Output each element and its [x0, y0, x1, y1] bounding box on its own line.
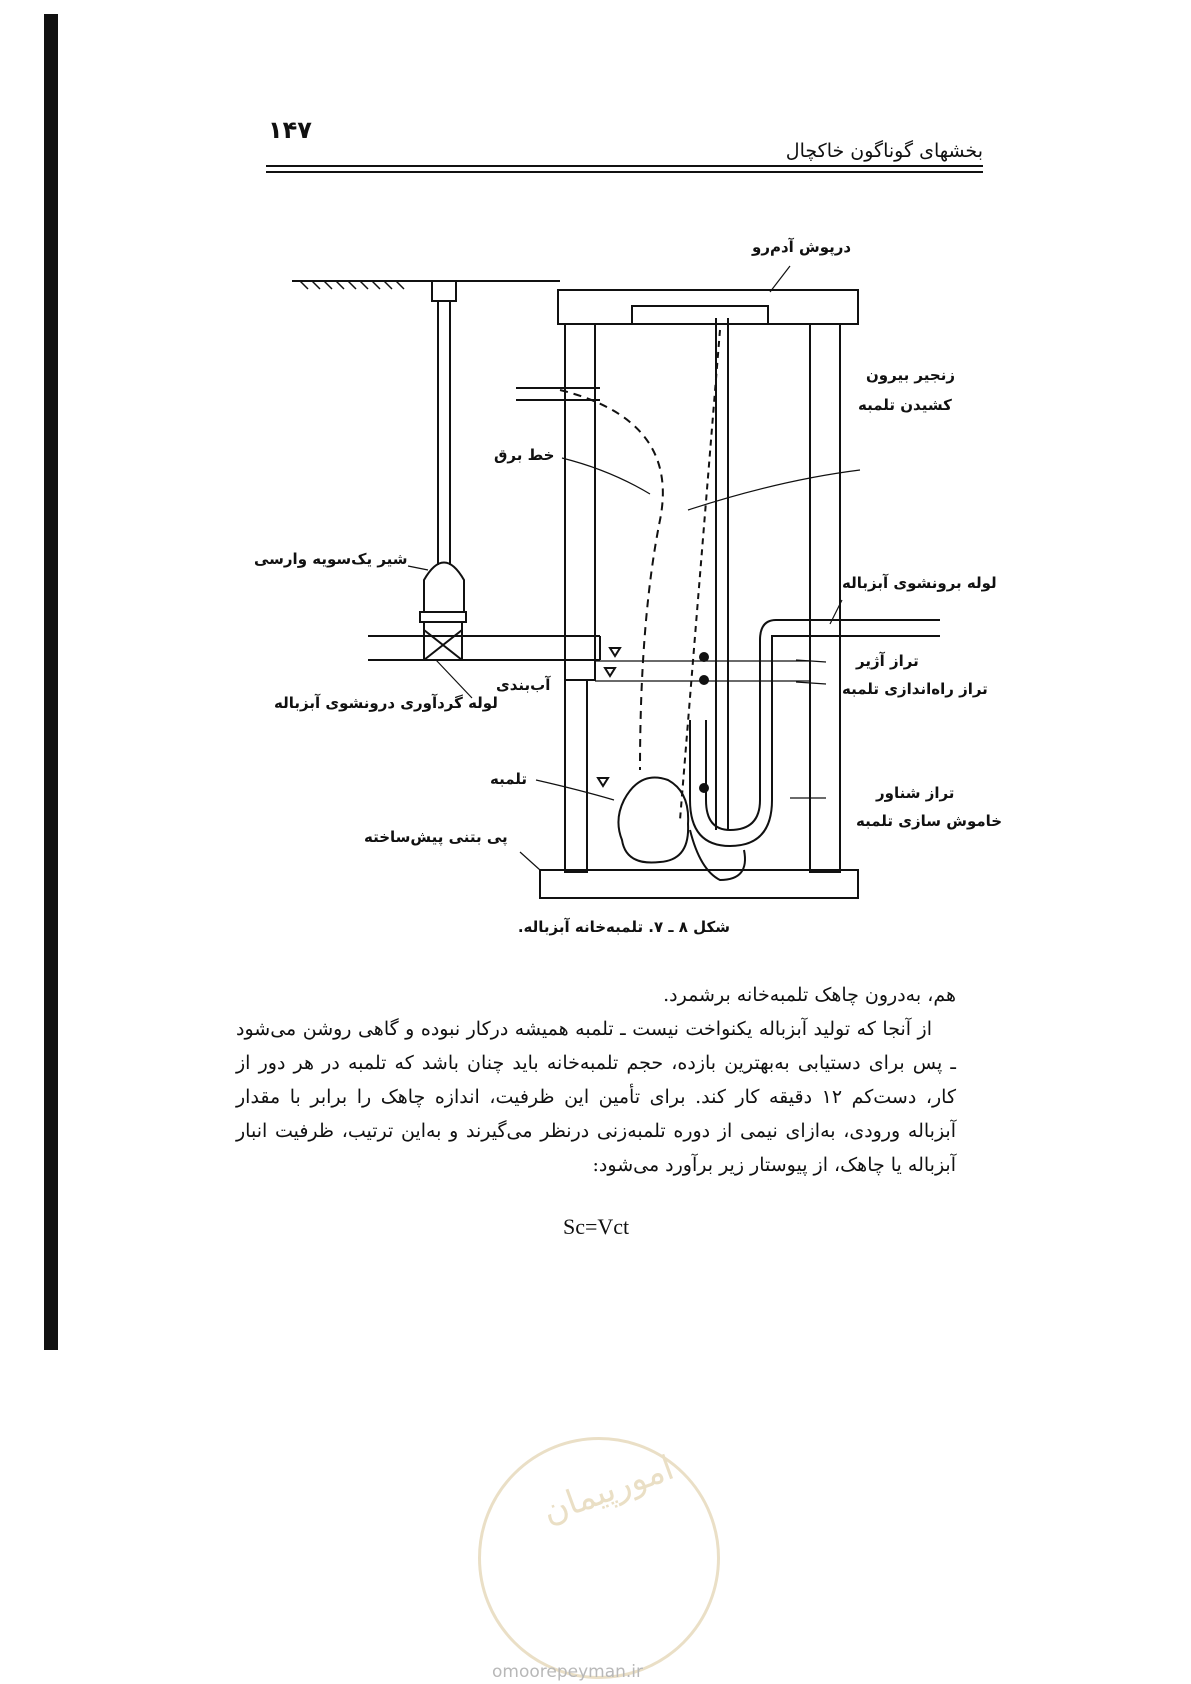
level-marker-1	[610, 648, 620, 656]
wall-right	[810, 324, 840, 872]
label-foundation: پی بتنی پیش‌ساخته	[364, 828, 508, 846]
label-start-level: تراز راه‌اندازی تلمبه	[842, 680, 988, 698]
level-marker-2	[605, 668, 615, 676]
label-high-level: تراز آژیر	[856, 652, 919, 670]
label-manhole-cover: درپوش آدم‌رو	[752, 238, 852, 256]
check-valve-body	[424, 563, 464, 613]
riser-cap	[432, 281, 456, 301]
level-marker-3	[598, 778, 608, 786]
power-cable	[560, 390, 663, 770]
label-pump: تلمبه	[490, 770, 528, 788]
paragraph-1: هم، به‌درون چاهک تلمبه‌خانه برشمرد.	[663, 984, 956, 1006]
base-slab	[540, 870, 858, 898]
label-check-valve: شیر یک‌سویه وارسی	[254, 550, 408, 568]
figure-caption: شکل ۸ ـ ۷. تلمبه‌خانه آبزباله.	[517, 918, 730, 936]
watermark-website: omoorepeyman.ir	[492, 1662, 644, 1682]
valve-stand	[424, 622, 462, 660]
paragraph-2: از آنجا که تولید آبزباله یکنواخت نیست ـ تلمبه همیشه درکار نبوده و گاهی روشن می‌شود ـ پس برای دستیابی به‌بهترین بازده، حجم تلمبه‌خانه باید چنان باشد که تلمبه در هر دور از کار، دست‌کم ۱۲ دقیقه کار کند. برای تأمین این ظرفیت، اندازه چاهک را برابر با مقدار آبزباله ورودی، به‌ازای نیمی از دوره تلمبه‌زنی درنظر می‌گیرند و به‌این ترتیب، ظرفیت انبار آبزباله یا چاهک، از پیوستار زیر برآورد می‌شود:	[236, 1018, 956, 1176]
label-seal: آب‌بندی	[496, 676, 551, 694]
label-float-level-1: تراز شناور	[876, 784, 955, 802]
label-float-level-2: خاموش سازی تلمبه	[856, 812, 1003, 830]
label-power-line: خط برق	[494, 446, 555, 464]
running-header: بخشهای گوناگون خاکچال	[785, 140, 983, 162]
label-discharge-pipe: لوله برونشوی آبزباله	[842, 574, 997, 592]
watermark-logo-text: امورپیمان	[537, 1447, 680, 1533]
ground-hatch	[300, 281, 404, 289]
label-inlet-pipe: لوله گردآوری درونشوی آبزباله	[274, 694, 498, 712]
wall-left	[565, 324, 595, 680]
manhole-cover-shape	[632, 306, 768, 324]
page-number: ۱۴۷	[268, 116, 312, 144]
body-text	[236, 978, 956, 1182]
wall-left-lower	[565, 680, 587, 872]
label-chain-line2: کشیدن تلمبه	[858, 396, 952, 414]
lift-chain	[680, 330, 720, 820]
label-chain-line1: زنجیر بیرون	[866, 366, 955, 384]
pump-shape	[618, 778, 688, 863]
formula: Sc=Vct	[563, 1214, 630, 1239]
